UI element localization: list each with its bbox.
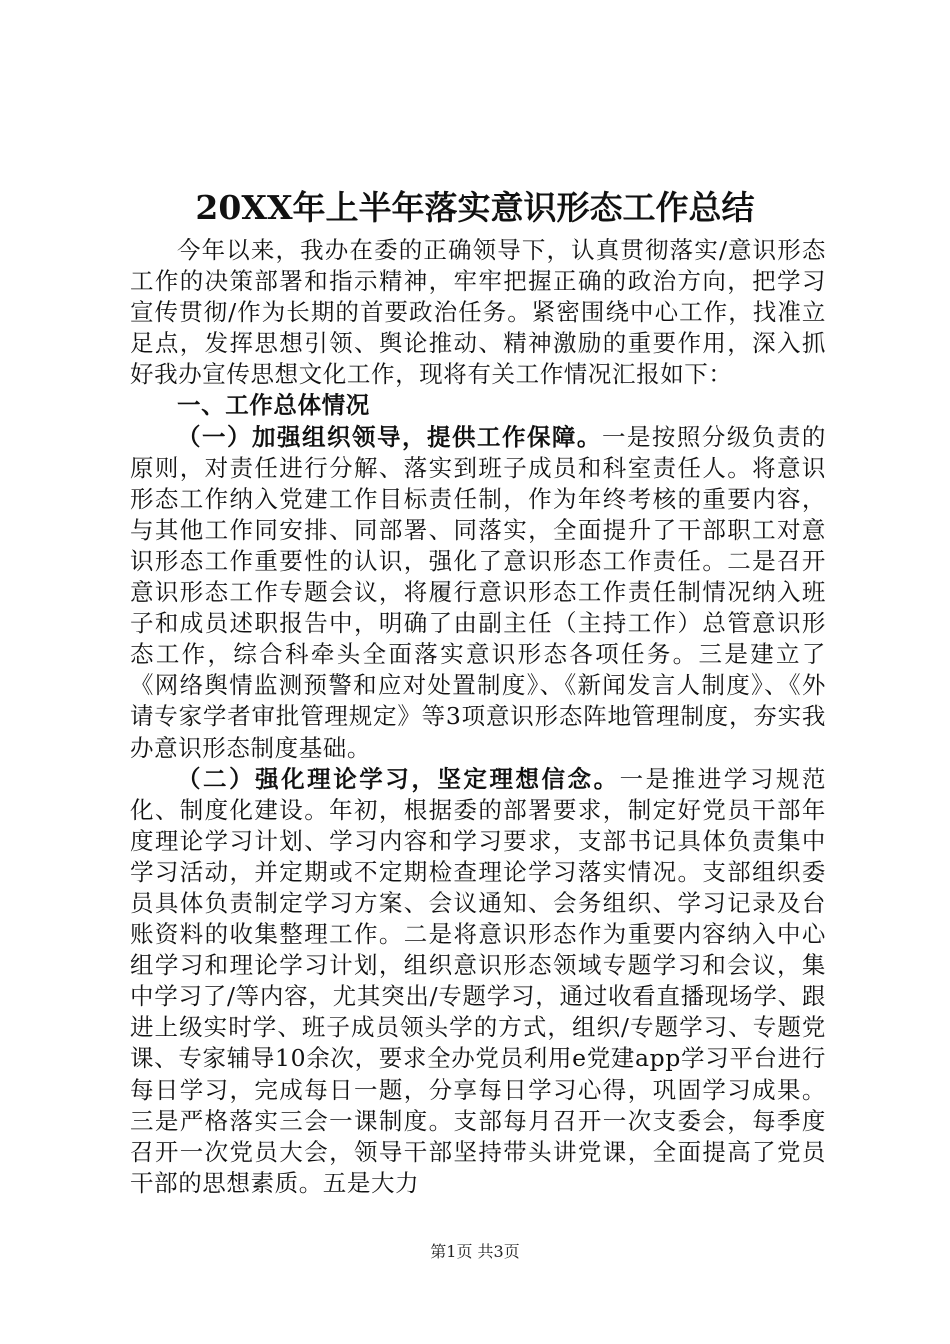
paragraph-theory-study xyxy=(130,764,826,1199)
paragraph-organization xyxy=(130,422,826,764)
paragraph-theory-study-heading: （二）强化理论学习，坚定理想信念。 xyxy=(177,764,620,793)
intro-paragraph: 今年以来，我办在委的正确领导下，认真贯彻落实/意识形态工作的决策部署和指示精神，牢牢把握正确的政治方向，把学习宣传贯彻/作为长期的首要政治任务。紧密围绕中心工作，找准立足点，发挥思想引领、舆论推动、精神激励的重要作用，深入抓好我办宣传思想文化工作，现将有关工作情况汇报如下： xyxy=(130,236,826,389)
page-footer xyxy=(0,1240,950,1264)
paragraph-theory-study-body: 一是推进学习规范化、制度化建设。年初，根据委的部署要求，制定好党员干部年度理论学习计划、学习内容和学习要求，支部书记具体负责集中学习活动，并定期或不定期检查理论学习落实情况。支部组织委员具体负责制定学习方案、会议通知、会务组织、学习记录及台账资料的收集整理工作。二是将意识形态作为重要内容纳入中心组学习和理论学习计划，组织意识形态领域专题学习和会议，集中学习了/等内容，尤其突出/专题学习，通过收看直播现场学、跟进上级实时学、班子成员领头学的方式，组织/专题学习、专题党课、专家辅导10余次，要求全办党员利用e党建app学习平台进行每日学习，完成每日一题，分享每日学习心得，巩固学习成果。三是严格落实三会一课制度。支部每月召开一次支委会，每季度召开一次党员大会，领导干部坚持带头讲党课，全面提高了党员干部的思想素质。五是大力 xyxy=(130,764,826,1197)
document-body xyxy=(130,235,826,1199)
page-number: 第1页 共3页 xyxy=(430,1242,520,1261)
section-heading: 一、工作总体情况 xyxy=(177,391,370,420)
paragraph-organization-body: 一是按照分级负责的原则，对责任进行分解、落实到班子成员和科室责任人。将意识形态工作纳入党建工作目标责任制，作为年终考核的重要内容，与其他工作同安排、同部署、同落实，全面提升了干部职工对意识形态工作重要性的认识，强化了意识形态工作责任。二是召开意识形态工作专题会议，将履行意识形态工作责任制情况纳入班子和成员述职报告中，明确了由副主任（主持工作）总管意识形态工作，综合科牵头全面落实意识形态各项任务。三是建立了《网络舆情监测预警和应对处置制度》、《新闻发言人制度》、《外请专家学者审批管理规定》等3项意识形态阵地管理制度，夯实我办意识形态制度基础。 xyxy=(130,422,827,762)
document-title: 20XX年上半年落实意识形态工作总结 xyxy=(195,188,755,227)
paragraph-organization-heading: （一）加强组织领导，提供工作保障。 xyxy=(177,422,602,451)
